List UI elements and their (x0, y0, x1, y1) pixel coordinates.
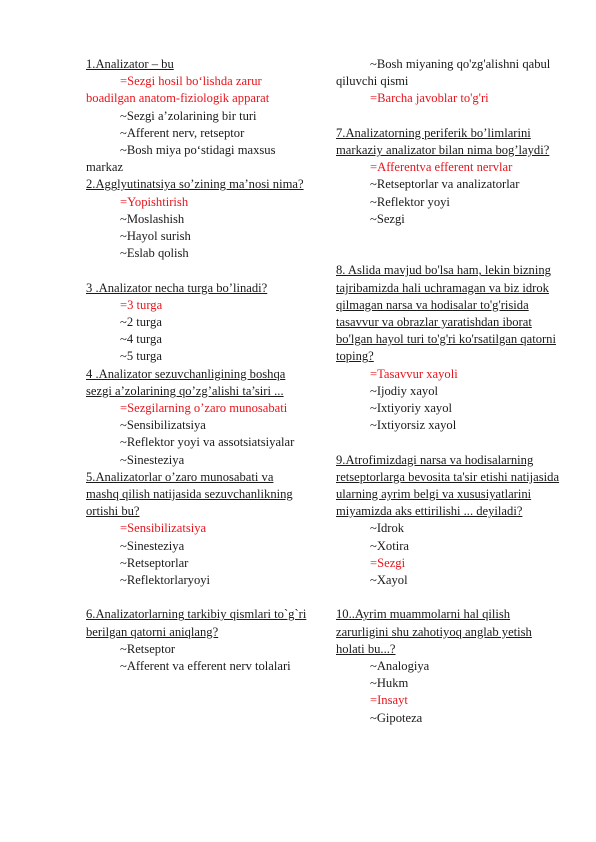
blank-line (336, 434, 560, 451)
question-text: 5.Analizatorlar o’zaro munosabati va mashq qilish natijasida sezuvchanlikning ortishi bu? (86, 469, 293, 519)
correct-answer-option: =Sezgilarning o’zaro munosabati (120, 401, 288, 416)
answer-option: ~Gipoteza (370, 710, 423, 725)
answer-option: ~Retseptorlar (120, 555, 189, 570)
answer-option: ~Afferent nerv, retseptor (120, 125, 245, 140)
answer-option: ~Reflektor yoyi (370, 194, 450, 209)
answer-option: ~Retseptor (120, 641, 176, 656)
answer-option: ~Xotira (370, 538, 409, 553)
answer-option: ~2 turga (120, 315, 162, 330)
answer-option: ~Analogiya (370, 659, 430, 674)
answer-option: ~Xayol (370, 573, 408, 588)
blank-line (336, 228, 560, 245)
correct-answer-option: =Insayt (370, 693, 408, 708)
answer-option: ~Retseptorlar va analizatorlar (370, 177, 520, 192)
answer-option: ~Moslashish (120, 211, 185, 226)
answer-option: ~Reflektorlaryoyi (120, 573, 211, 588)
answer-option: ~Sensibilizatsiya (120, 418, 206, 433)
correct-answer-option: =3 turga (120, 297, 163, 312)
answer-option: ~5 turga (120, 349, 162, 364)
correct-answer-option: =Sezgi hosil bo‘lishda zarur boadilgan anatom-fiziologik apparat (86, 74, 270, 106)
blank-line (336, 245, 560, 262)
correct-answer-option: =Barcha javoblar to'g'ri (370, 91, 489, 106)
question-text: 1.Analizator – bu (86, 57, 174, 71)
question-text: 10..Ayrim muammolarni hal qilish zarurligini shu zahotiyoq anglab yetish holati bu...? (336, 607, 532, 656)
answer-option: ~Hukm (370, 676, 409, 691)
question-text: 2.Agglyutinatsiya so’zining ma’nosi nima? (86, 177, 304, 192)
answer-option: ~Ixtiyorsiz xayol (370, 418, 457, 433)
correct-answer-option: =Tasavvur xayoli (370, 366, 458, 381)
answer-option: ~Sezgi (370, 211, 405, 226)
answer-option: ~Ixtiyoriy xayol (370, 401, 453, 416)
question-text: 3 .Analizator necha turga bo’linadi? (86, 280, 268, 295)
question-text: 4 .Analizator sezuvchanligining boshqa sezgi a’zolarining qo’zg’alishi ta’siri ... (86, 366, 286, 398)
blank-line (86, 589, 308, 606)
correct-answer-option: =Afferentva efferent nervlar (370, 160, 513, 175)
answer-option: ~Eslab qolish (120, 246, 189, 261)
answer-option: ~Hayol surish (120, 229, 191, 244)
correct-answer-option: =Sensibilizatsiya (120, 521, 207, 536)
answer-option: ~Bosh miyaning qo'zg'alishni qabul qiluvchi qismi (336, 57, 551, 89)
correct-answer-option: =Yopishtirish (120, 194, 189, 209)
answer-option: ~Sinesteziya (120, 452, 185, 467)
right-column (336, 56, 560, 727)
question-text: 6.Analizatorlarning tarkibiy qismlari to`g`ri berilgan qatorni aniqlang? (86, 607, 307, 639)
answer-option: ~Ijodiy xayol (370, 383, 439, 398)
answer-option: ~Reflektor yoyi va assotsiatsiyalar (120, 435, 295, 450)
answer-option: ~Idrok (370, 521, 405, 536)
left-column (86, 56, 308, 675)
blank-line (336, 589, 560, 606)
answer-option: ~Bosh miya po‘stidagi maxsus markaz (86, 143, 276, 175)
answer-option: ~4 turga (120, 332, 162, 347)
question-text: 8. Aslida mavjud bo'lsa ham, lekin bizning tajribamizda hali uchramagan va biz idrok qilmagan narsa va hodisalar to'g'risida tasavvur va obrazlar yaratishdan iborat bo'lgan hayol turi to'g'ri ko'rsatilgan qatorni toping? (336, 263, 556, 364)
question-text: 9.Atrofimizdagi narsa va hodisalarning retseptorlarga bevosita ta'sir etishi natijasida ularning ayrim belgi va xususiyatlarini miyamizda aks ettirilishi ... deyiladi? (336, 452, 560, 519)
answer-option: ~Sinesteziya (120, 538, 185, 553)
question-text: 7.Analizatorning periferik bo’limlarini markaziy analizator bilan nima bog’laydi? (336, 125, 550, 157)
answer-option: ~Afferent va efferent nerv tolalari (120, 659, 291, 674)
answer-option: ~Sezgi a’zolarining bir turi (120, 108, 257, 123)
blank-line (336, 108, 560, 125)
correct-answer-option: =Sezgi (370, 555, 406, 570)
blank-line (86, 262, 308, 279)
